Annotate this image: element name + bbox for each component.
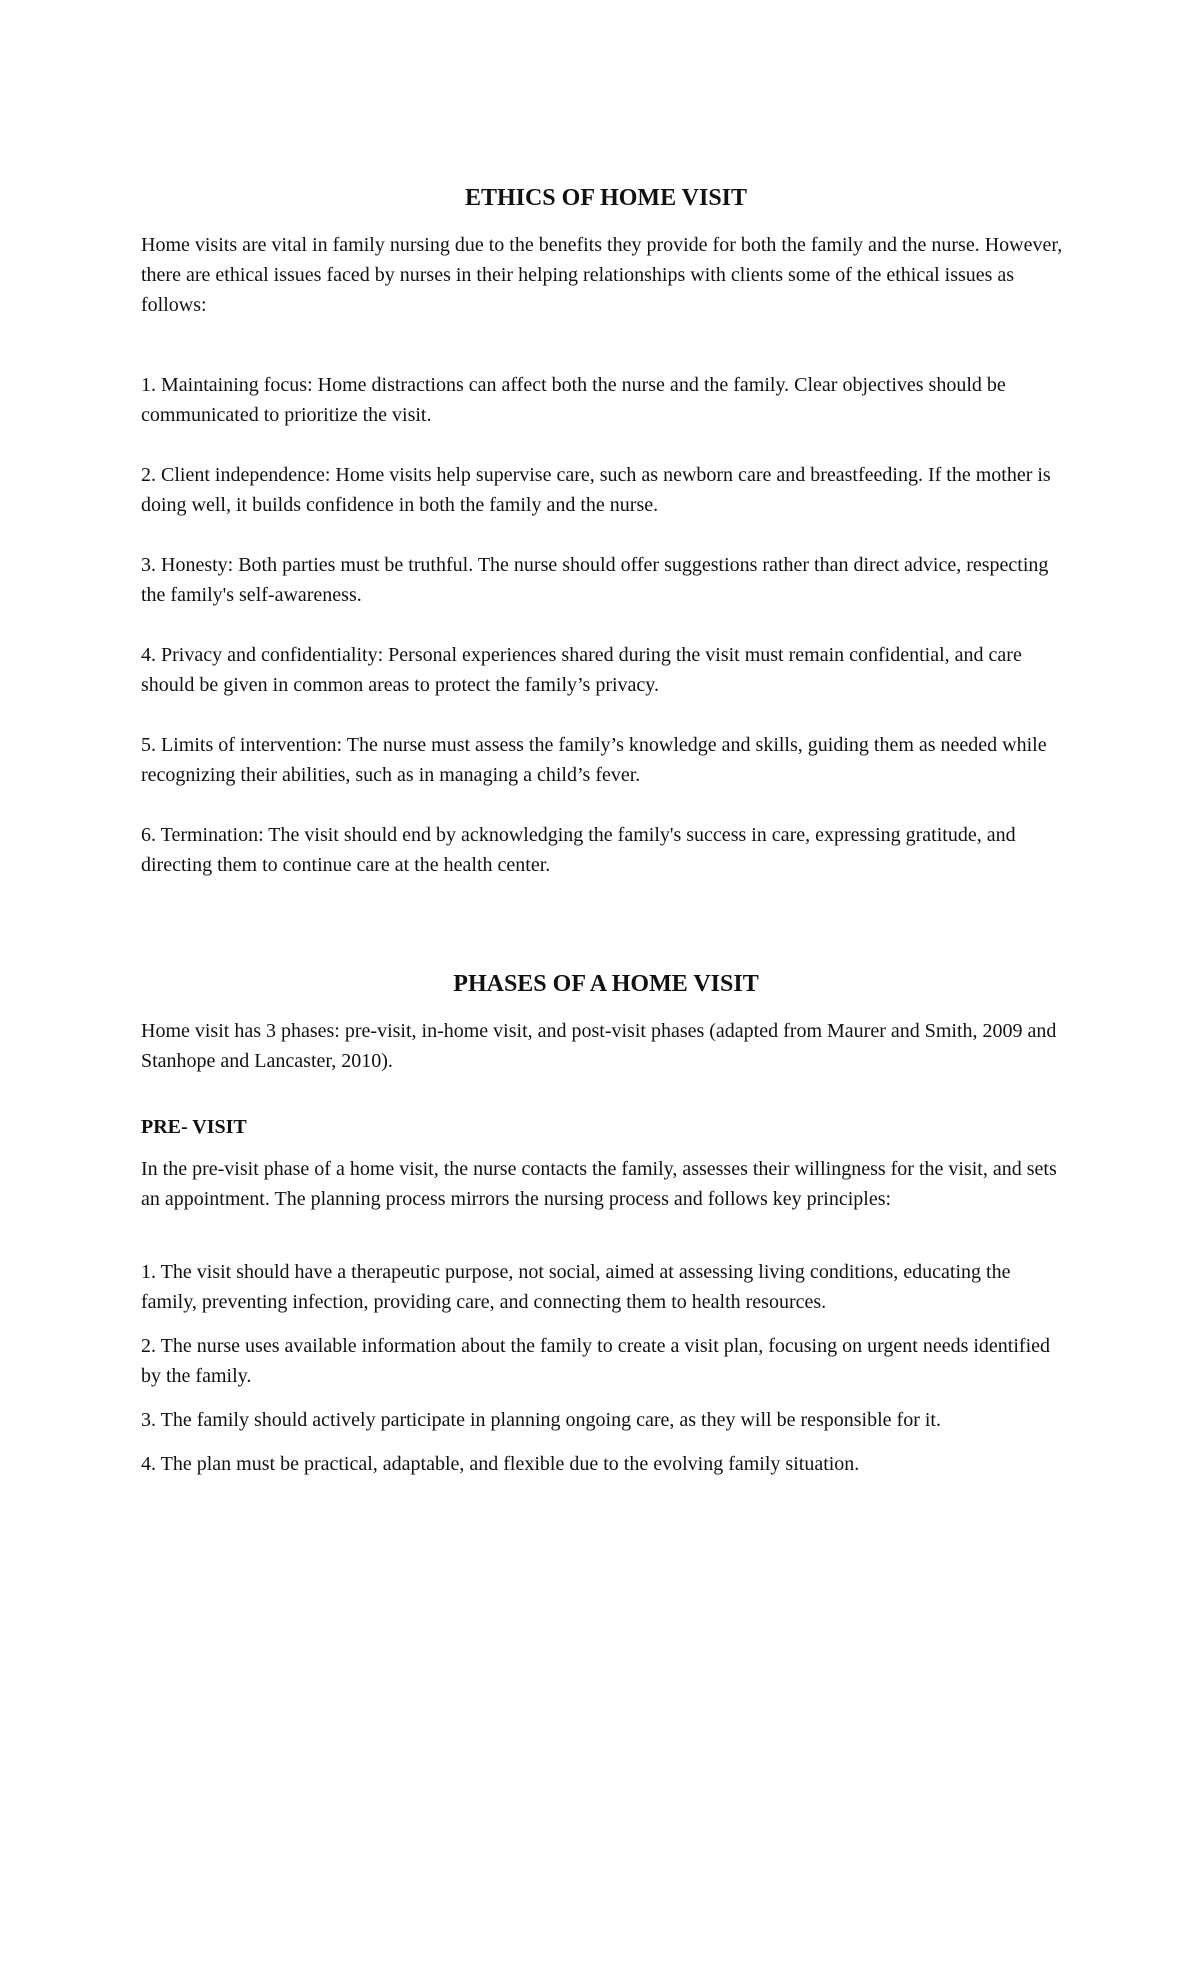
ethics-item-4: 4. Privacy and confidentiality: Personal experiences shared during the visit must remain confidential, and care should be given in common areas to protect the family’s privacy. [141,644,1022,696]
phases-intro: Home visit has 3 phases: pre-visit, in-home visit, and post-visit phases (adapted from Maurer and Smith, 2009 and Stanhope and Lancaster, 2010). [141,1020,1057,1072]
previsit-item-4: 4. The plan must be practical, adaptable, and flexible due to the evolving family situation. [141,1453,860,1475]
ethics-item-2: 2. Client independence: Home visits help supervise care, such as newborn care and breastfeeding. If the mother is doing well, it builds confidence in both the family and the nurse. [141,464,1051,516]
document-body [141,183,1071,1479]
phases-title: PHASES OF A HOME VISIT [453,971,759,997]
ethics-title: ETHICS OF HOME VISIT [464,185,748,211]
ethics-item-5: 5. Limits of intervention: The nurse must assess the family’s knowledge and skills, guiding them as needed while recognizing their abilities, such as in managing a child’s fever. [141,734,1047,786]
ethics-item-3: 3. Honesty: Both parties must be truthful. The nurse should offer suggestions rather than direct advice, respecting the family's self-awareness. [141,554,1049,606]
previsit-item-1: 1. The visit should have a therapeutic purpose, not social, aimed at assessing living conditions, educating the family, preventing infection, providing care, and connecting them to health resources. [141,1261,1011,1313]
ethics-item-1: 1. Maintaining focus: Home distractions can affect both the nurse and the family. Clear objectives should be communicated to prioritize the visit. [141,374,1006,426]
previsit-item-3: 3. The family should actively participate in planning ongoing care, as they will be responsible for it. [141,1409,941,1431]
previsit-heading: PRE- VISIT [141,1116,247,1138]
ethics-intro: Home visits are vital in family nursing due to the benefits they provide for both the family and the nurse. However, there are ethical issues faced by nurses in their helping relationships with clients some of the ethical issues as follows: [141,234,1063,316]
ethics-item-6: 6. Termination: The visit should end by acknowledging the family's success in care, expressing gratitude, and directing them to continue care at the health center. [141,824,1016,876]
previsit-intro: In the pre-visit phase of a home visit, the nurse contacts the family, assesses their willingness for the visit, and sets an appointment. The planning process mirrors the nursing process and follows key principles: [141,1158,1057,1210]
previsit-item-2: 2. The nurse uses available information about the family to create a visit plan, focusing on urgent needs identified by the family. [141,1335,1051,1387]
